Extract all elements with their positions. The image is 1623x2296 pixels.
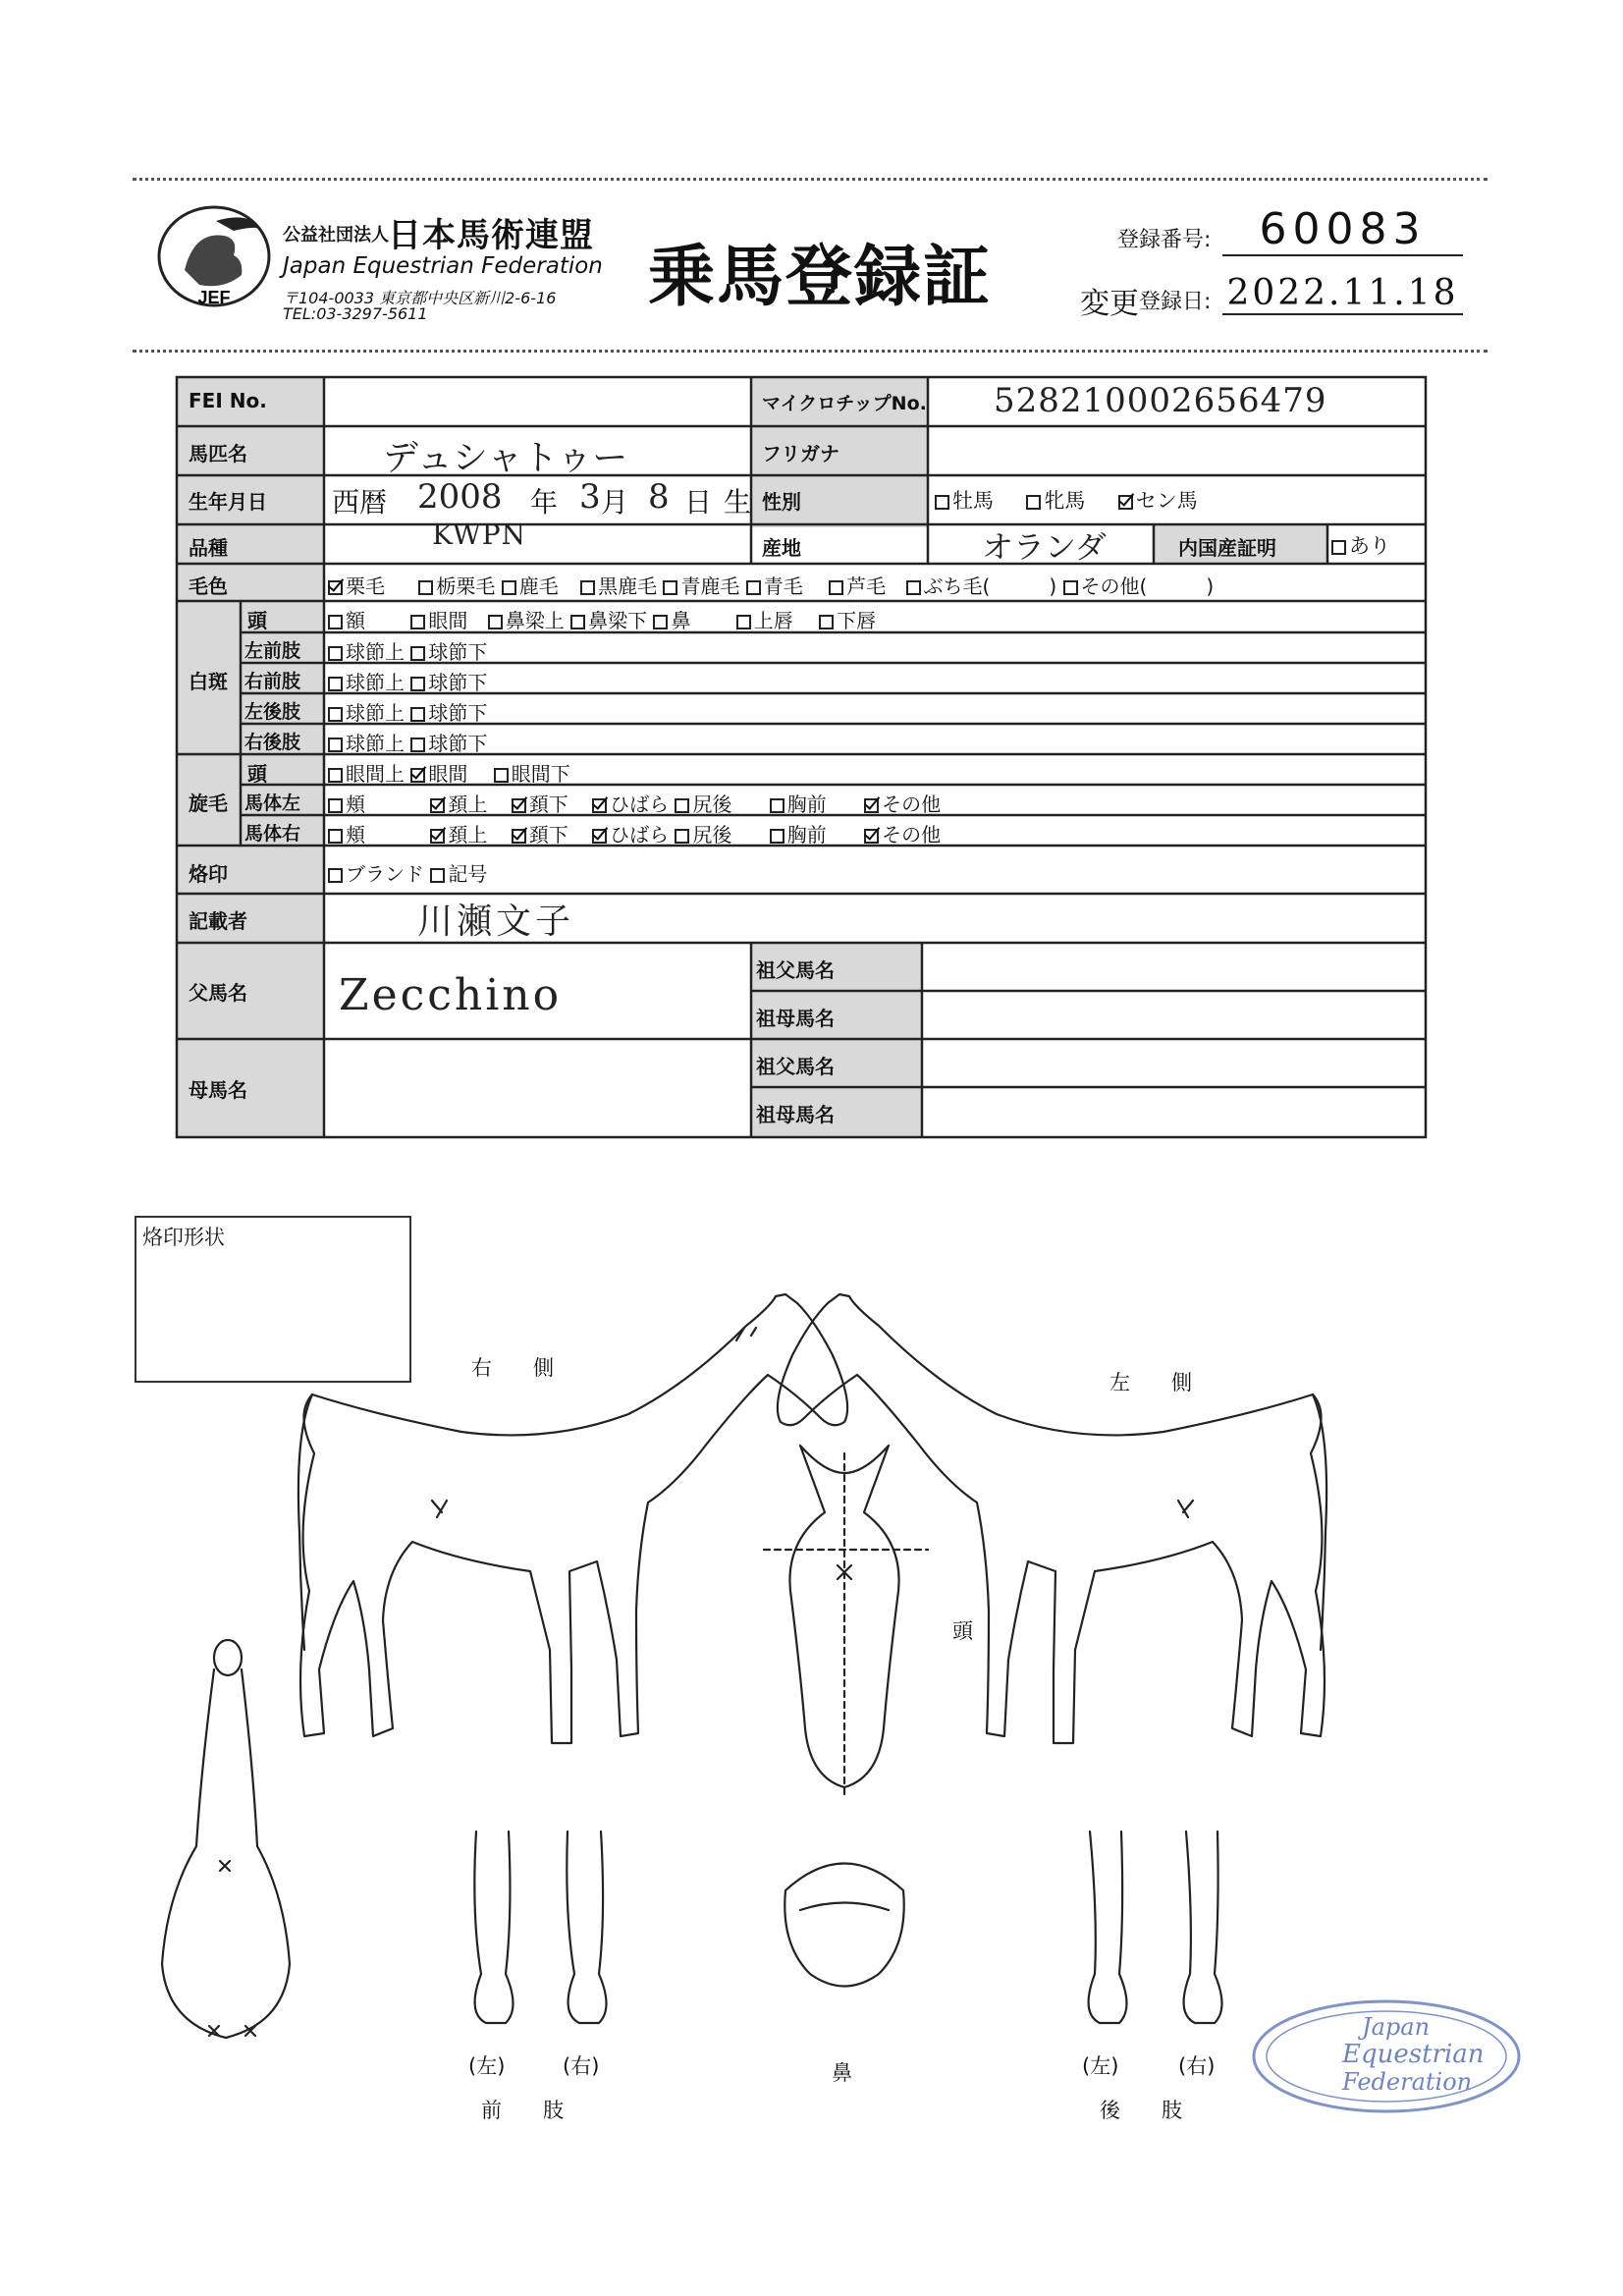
svg-text:Equestrian: Equestrian [1342,2040,1485,2069]
whorl-option: 頬 [346,823,365,847]
coat-paren-close: ) [1049,574,1057,598]
white-head-option: 鼻 [671,609,691,632]
nose-label: 鼻 [832,2061,852,2085]
forelimb-right [567,1831,606,2023]
brand-label: 烙印 [189,862,228,886]
leg-option: 球節上 [346,671,405,694]
leg-option: 球節下 [428,640,488,664]
dam-granddam-label: 祖母馬名 [756,1103,835,1126]
brand-shape-label: 烙印形状 [142,1226,225,1249]
whorl-body-left-label: 馬体左 [244,793,301,814]
white-head-option: 下唇 [837,609,877,632]
horse-name-value: デュシャトゥー [383,438,628,478]
reg-no-value: 60083 [1222,204,1463,256]
whorl-option: 頚下 [528,793,568,816]
hindlimb-right-label: (右) [1178,2054,1216,2078]
org-phone: TEL:03-3297-5611 [283,304,428,323]
whorl-body-right-label: 馬体右 [244,823,301,845]
nose-view [784,1864,903,1987]
whorl-option: 胸前 [786,793,827,816]
leg-option: 球節上 [346,640,405,664]
whorl-option: ひばら [610,793,670,816]
right-side-label: 右 側 [471,1356,554,1380]
leg-option: 球節下 [428,732,488,755]
birth-label: 生年月日 [189,490,267,514]
whorl-option: 尻後 [692,793,732,816]
leg-option: 球節下 [428,701,488,725]
svg-text:JEF: JEF [197,288,231,307]
whorl-option: 頚上 [448,823,488,847]
birth-month-unit: 月 [601,486,629,519]
svg-text:Federation: Federation [1342,2068,1473,2096]
sex-label: 性別 [762,490,801,514]
whorl-option: その他 [882,823,942,847]
whorl-head-label: 頭 [247,762,267,786]
change-mark: 変更 [1080,287,1139,321]
coat-option-label: ぶち毛( [923,574,991,598]
whorl-option: 頚上 [448,793,488,816]
white-head-option: 鼻梁上 [505,609,565,632]
sire-value: Zecchino [339,970,563,1020]
reg-date-value: 2022.11.18 [1222,273,1463,315]
white-head-option: 上唇 [753,609,793,632]
coat-option-label: 青毛 [763,574,803,598]
horse-left-side [778,1294,1326,1743]
svg-text:Japan: Japan [1362,2013,1431,2041]
birth-year: 2008 [417,477,503,517]
reg-date-label: 登録日: [1139,290,1212,314]
jef-seal-stamp [1249,1995,1529,2118]
whorl-option: 頬 [346,793,365,816]
dam-label: 母馬名 [189,1078,247,1102]
coat-option-label: 芦毛 [846,574,887,598]
birth-day-unit: 日 [684,486,713,519]
sire-granddam-label: 祖母馬名 [756,1007,835,1030]
coat-label: 毛色 [189,574,228,598]
org-type: 公益社団法人 [283,225,389,246]
writer-label: 記載者 [189,909,247,933]
whorl-option: 尻後 [692,823,732,847]
whorl-option: その他 [882,793,942,816]
coat-option-label: 栗毛 [346,574,385,598]
origin-label: 産地 [762,536,801,560]
white-head-option: 鼻梁下 [588,609,648,632]
whorl-head-option: 眼間 [428,762,468,786]
birth-era: 西暦 [332,486,388,519]
brand-option: ブランド [346,862,424,886]
sex-option-label: セン馬 [1135,489,1198,513]
horse-name-label: 馬匹名 [189,442,247,465]
writer-value: 川瀬文子 [417,902,575,942]
forelimb-label: 前 肢 [481,2099,564,2122]
coat-option-label: 栃栗毛 [436,574,496,598]
white-label: 白斑 [189,670,228,693]
whorl-label: 旋毛 [189,792,228,815]
fei-label: FEI No. [189,389,267,412]
whorl-option: ひばら [610,823,670,847]
coat-option-label: 鹿毛 [518,574,559,598]
forelimb-right-label: (右) [563,2054,600,2078]
hindlimb-left [1089,1831,1127,2023]
document-title: 乗馬登録証 [648,239,993,316]
breed-value: KWPN [432,519,527,551]
domestic-label: 内国産証明 [1178,536,1276,560]
org-name-en: Japan Equestrian Federation [283,253,603,279]
coat-option-label: 黒鹿毛 [598,574,658,598]
whorl-head-option: 眼間上 [346,762,405,786]
hindlimb-right [1184,1831,1222,2023]
leg-option: 球節上 [346,732,405,755]
leg-label-right-fore: 右前肢 [244,671,301,692]
leg-label-left-fore: 左前肢 [244,640,301,662]
microchip-label: マイクロチップNo. [762,393,927,414]
white-head-label: 頭 [247,609,267,632]
hindlimb-label: 後 肢 [1100,2099,1182,2122]
hindlimb-left-label: (左) [1082,2054,1119,2078]
left-side-label: 左 側 [1109,1371,1192,1394]
dam-grandsire-label: 祖父馬名 [756,1055,835,1078]
birth-day: 8 [648,477,670,517]
sire-grandsire-label: 祖父馬名 [756,958,835,982]
coat-option-label: 青鹿毛 [680,574,740,598]
origin-value: オランダ [982,528,1107,566]
forelimb-left [474,1831,513,2023]
microchip-value: 528210002656479 [994,381,1327,420]
horse-back-view [162,1640,290,2038]
birth-suffix: 生 [724,486,752,519]
coat-option-label: その他( [1080,574,1148,598]
domestic-option-label: あり [1349,534,1390,558]
leg-label-left-hind: 左後肢 [244,701,301,723]
whorl-head-option: 眼間下 [511,762,570,786]
sex-option-label: 牡馬 [952,489,994,513]
head-label: 頭 [952,1619,973,1643]
whorl-option: 胸前 [786,823,827,847]
coat-paren-close: ) [1206,574,1215,598]
white-head-option: 額 [346,609,365,632]
horse-right-side [298,1294,847,1743]
birth-month: 3 [579,477,601,517]
forelimb-left-label: (左) [468,2054,506,2078]
birth-year-unit: 年 [530,486,559,519]
org-address: 〒104-0033 東京都中央区新川2-6-16 [283,289,557,307]
sex-option-label: 牝馬 [1044,489,1086,513]
reg-no-label: 登録番号: [1117,228,1212,252]
brand-option: 記号 [448,862,488,886]
white-head-option: 眼間 [428,609,468,632]
breed-label: 品種 [189,536,228,560]
leg-option: 球節上 [346,701,405,725]
leg-option: 球節下 [428,671,488,694]
sire-label: 父馬名 [189,981,247,1005]
whorl-option: 頚下 [528,823,568,847]
horse-head-front [764,1446,928,1797]
furigana-label: フリガナ [762,442,839,465]
leg-label-right-hind: 右後肢 [244,732,301,753]
org-name-ja: 日本馬術連盟 [388,216,594,255]
